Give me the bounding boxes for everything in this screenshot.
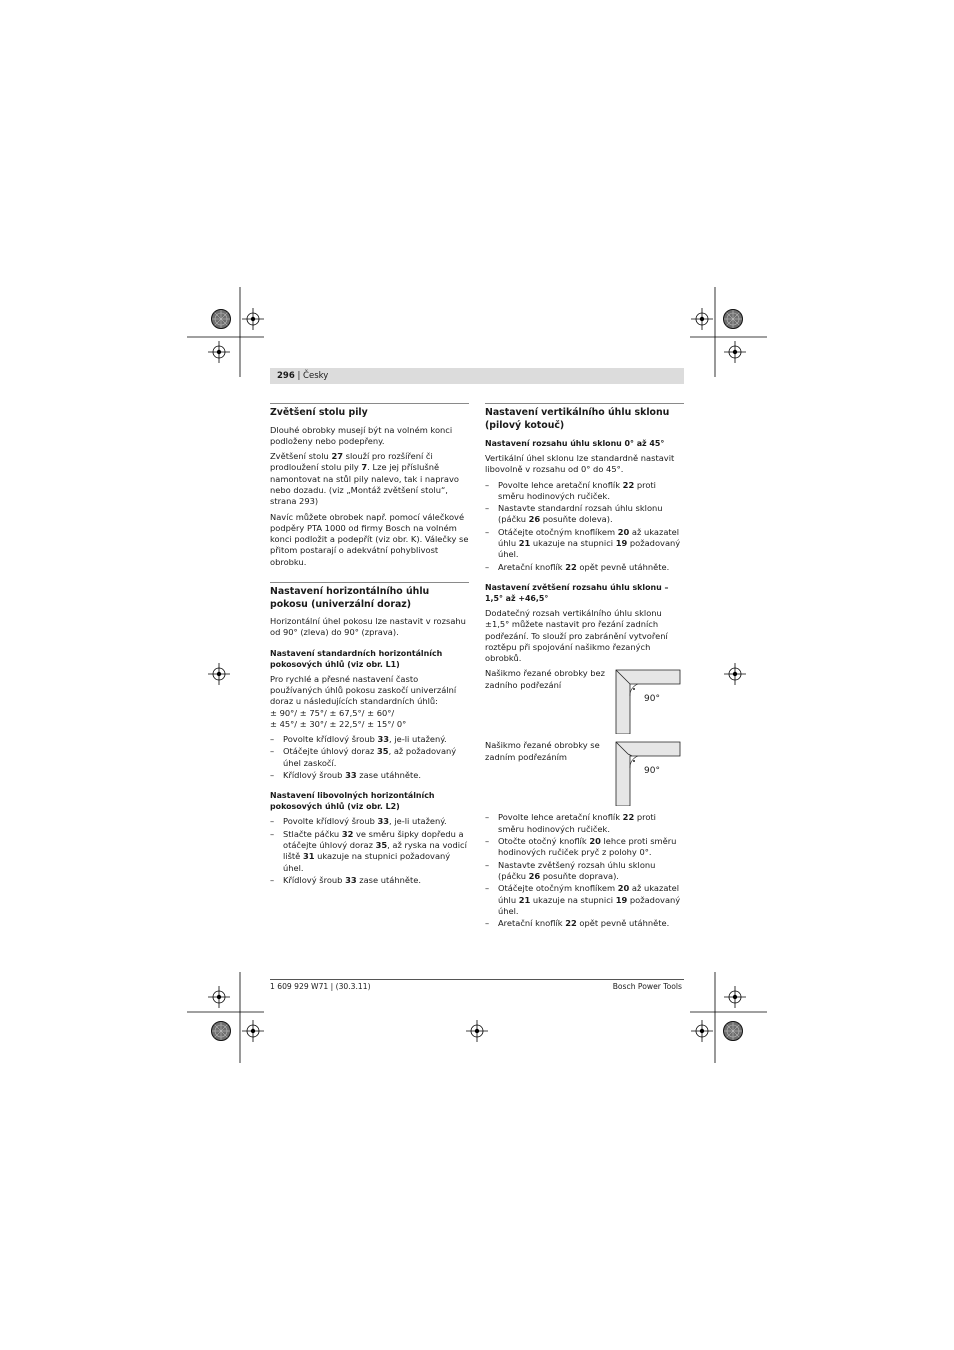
figure-caption: Našikmo řezané obrobky se zadním podřezáním [485, 740, 600, 762]
miter-joint-undercut-figure [611, 740, 681, 806]
paragraph: Horizontální úhel pokosu lze nastavit v rozsahu od 90° (zleva) do 90° (zprava). [270, 616, 466, 638]
page-number: 296 [277, 371, 295, 381]
subsection-title-standard-angles: Nastavení standardních horizontálních pokosových úhlů (viz obr. L1) [270, 648, 443, 669]
list-item: – Nastavte zvětšený rozsah úhlu sklonu (páčku 26 posuňte doprava). [485, 860, 684, 883]
list-item: – Otáčejte otočným knoflíkem 20 až ukazatel úhlu 21 ukazuje na stupnici 19 požadovaný úhel. [485, 527, 684, 561]
figure-caption: Našikmo řezané obrobky bez zadního podřezání [485, 668, 605, 690]
subsection-title-range-0-45: Nastavení rozsahu úhlu sklonu 0° až 45° [485, 439, 665, 448]
step-list [485, 480, 684, 573]
list-item: – Otočte otočný knoflík 20 lehce proti směru hodinových ručiček pryč z polohy 0°. [485, 836, 684, 859]
list-item: – Povolte lehce aretační knoflík 22 proti směru hodinových ručiček. [485, 480, 684, 503]
footer-brand: Bosch Power Tools [612, 982, 682, 991]
angle-label: 90° [644, 766, 660, 777]
footer-document-id: 1 609 929 W71 | (30.3.11) [270, 982, 371, 991]
list-item: – Aretační knoflík 22 opět pevně utáhněte. [485, 918, 684, 929]
paragraph: Navíc můžete obrobek např. pomocí válečkové podpěry PTA 1000 od firmy Bosch na volném konci podložit a podepřít (viz obr. K). Válečky se přitom postarají o adekvátní pohyblivost obrobku. [270, 511, 469, 567]
left-column [270, 403, 469, 890]
figure-with-undercut [485, 740, 684, 812]
list-item: – Křídlový šroub 33 zase utáhněte. [270, 770, 469, 781]
list-item: – Povolte křídlový šroub 33, je-li utažený. [270, 734, 469, 745]
list-item: – Nastavte standardní rozsah úhlu sklonu (páčku 26 posuňte doleva). [485, 503, 684, 526]
subsection-title-extended-range: Nastavení zvětšení rozsahu úhlu sklonu –1,5° až +46,5° [485, 582, 669, 603]
paragraph: Zvětšení stolu 27 slouží pro rozšíření či prodloužení stolu pily 7. Lze jej příslušně namontovat na stůl pily nalevo, tak i napravo nebo dozadu. (viz „Montáž zvětšení stolu“, strana 293) [270, 451, 459, 507]
angle-label: 90° [644, 694, 660, 705]
list-item: – Povolte lehce aretační knoflík 22 proti směru hodinových ručiček. [485, 812, 684, 835]
header-language: Česky [303, 371, 329, 381]
step-list [270, 734, 469, 781]
list-item: – Stlačte páčku 32 ve směru šipky dopředu a otáčejte úhlový doraz 35, až ryska na vodicí liště 31 ukazuje na stupnici požadovaný úhel. [270, 829, 469, 874]
paragraph: Dodatečný rozsah vertikálního úhlu sklonu ±1,5° můžete nastavit pro řezání zadních podřezání. To slouží pro zabránění vytvoření roztěpu při spojování našikmo řezaných obrobků. [485, 607, 668, 664]
step-list [270, 816, 469, 886]
list-item: – Aretační knoflík 22 opět pevně utáhněte. [485, 562, 684, 573]
list-item: – Křídlový šroub 33 zase utáhněte. [270, 875, 469, 886]
section-title-vertical-bevel: Nastavení vertikálního úhlu sklonu (pilový kotouč) [485, 403, 684, 432]
miter-joint-figure [611, 668, 681, 734]
section-title-table-extension: Zvětšení stolu pily [270, 403, 469, 420]
header-separator: | [294, 371, 304, 381]
page-header [270, 368, 684, 384]
page-header-text [277, 370, 328, 382]
figure-without-undercut [485, 668, 684, 740]
list-item: – Otáčejte úhlový doraz 35, až požadovaný úhel zaskočí. [270, 746, 469, 769]
subsection-title-arbitrary-angles: Nastavení libovolných horizontálních pokosových úhlů (viz obr. L2) [270, 791, 435, 812]
paragraph: Pro rychlé a přesné nastavení často používaných úhlů pokosu zaskočí univerzální doraz u následujících standardních úhlů: ± 90°/ ± 75°/ ± 67,5°/ ± 60°/ ± 45°/ ± 30°/ ± 22,5°/ ± 15°/ 0° [270, 673, 457, 729]
paragraph: Dlouhé obrobky musejí být na volném konci podloženy nebo podepřeny. [270, 424, 453, 446]
paragraph: Vertikální úhel sklonu lze standardně nastavit libovolně v rozsahu od 0° do 45°. [485, 453, 675, 475]
list-item: – Otáčejte otočným knoflíkem 20 až ukazatel úhlu 21 ukazuje na stupnici 19 požadovaný úhel. [485, 883, 684, 917]
list-item: – Povolte křídlový šroub 33, je-li utažený. [270, 816, 469, 827]
step-list [485, 812, 684, 929]
section-title-horizontal-miter: Nastavení horizontálního úhlu pokosu (univerzální doraz) [270, 582, 469, 611]
right-column [485, 403, 684, 933]
footer-rule [270, 979, 684, 980]
